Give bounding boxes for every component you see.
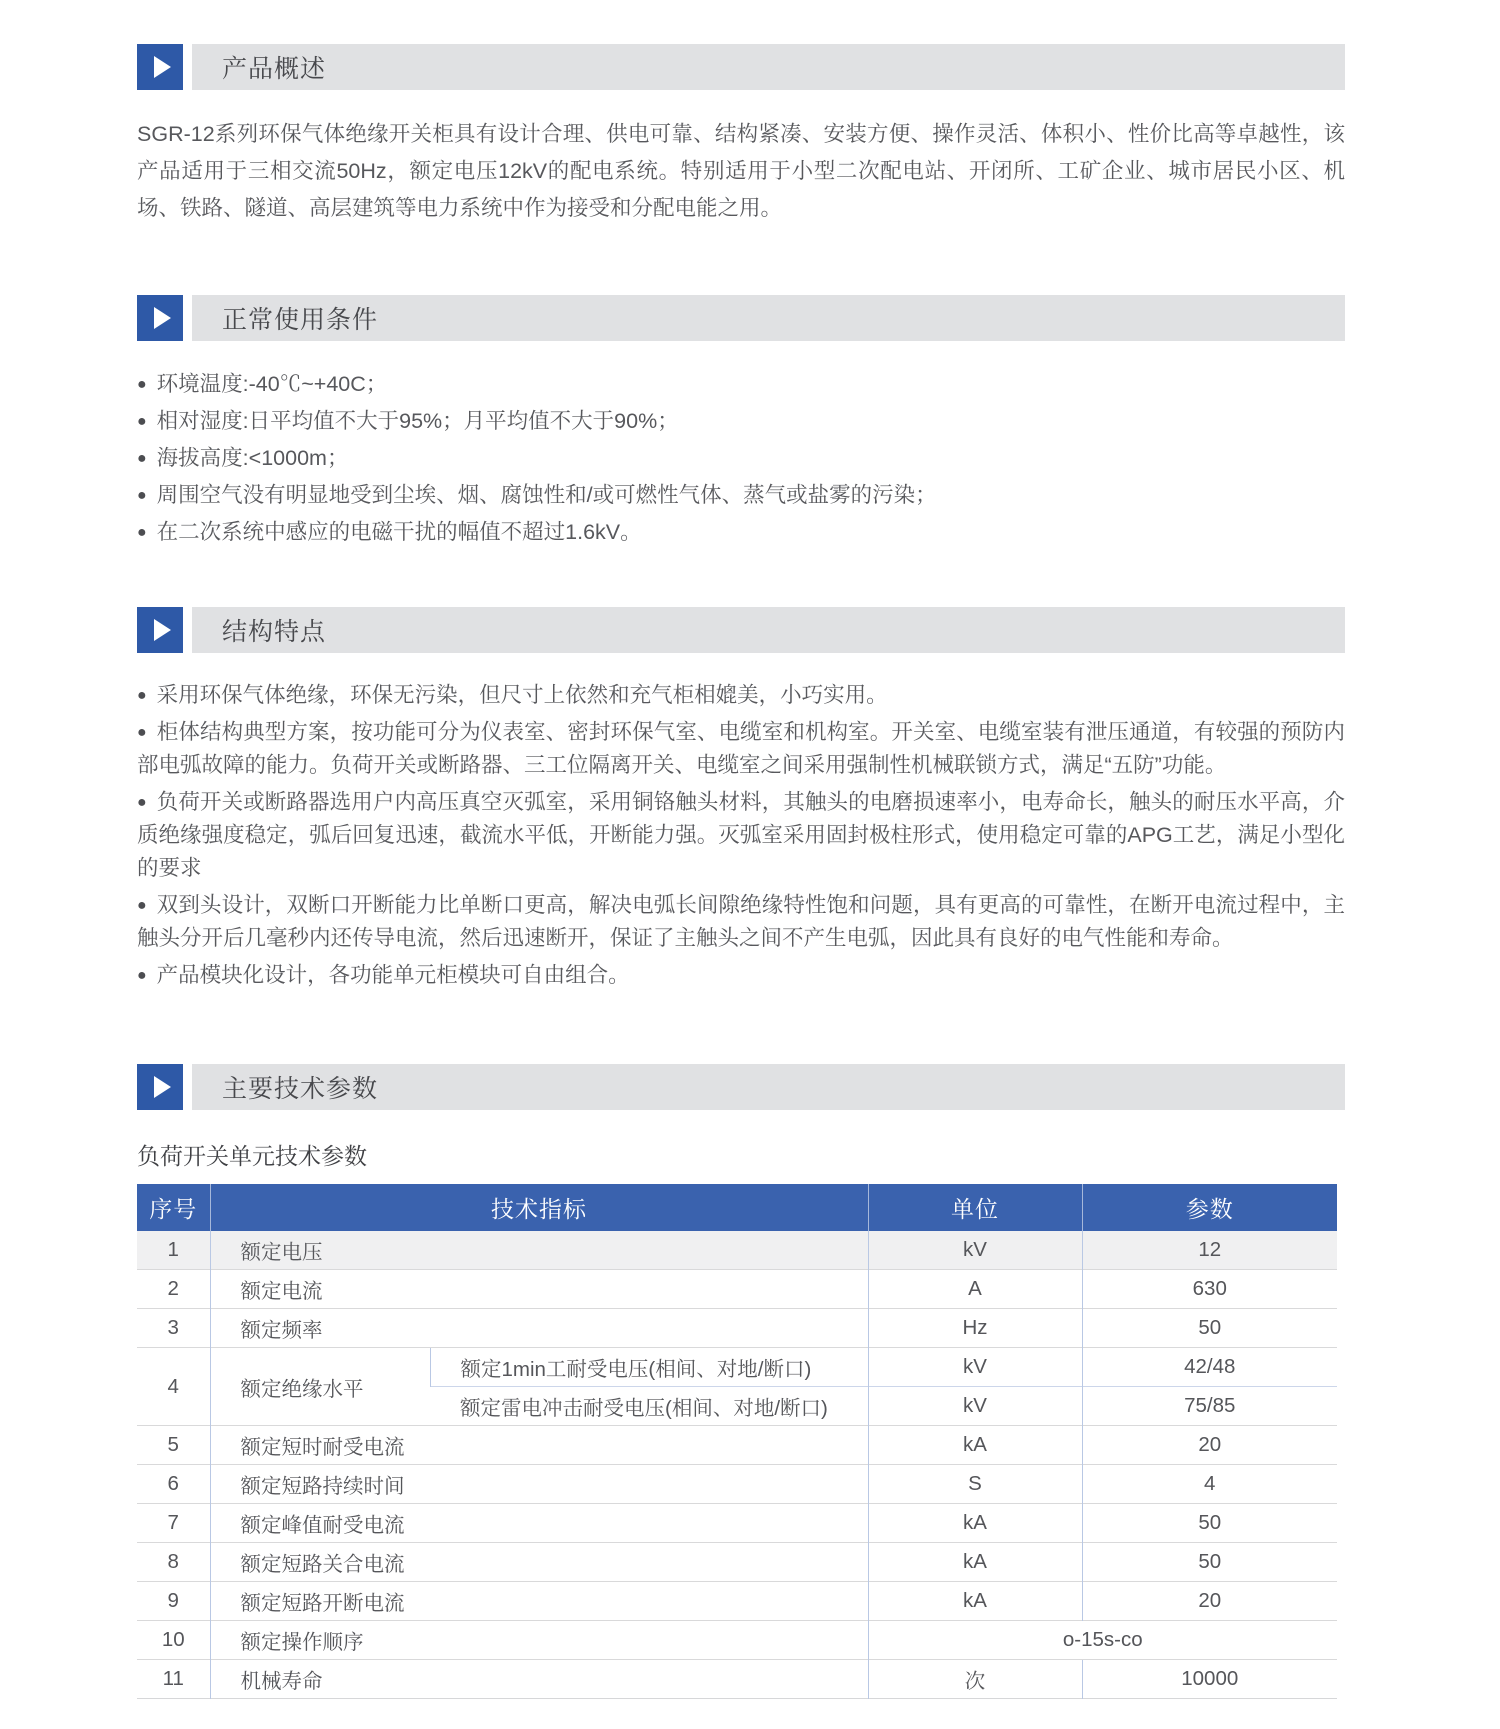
cell-unit: kV: [868, 1387, 1082, 1426]
table-row: [137, 1465, 1337, 1504]
cell-no: 5: [137, 1426, 210, 1465]
cell-indicator: 额定绝缘水平: [210, 1348, 430, 1426]
play-triangle-icon: [154, 1076, 171, 1098]
list-item-text: 柜体结构典型方案，按功能可分为仪表室、密封环保气室、电缆室和机构室。开关室、电缆室装有泄压通道，有较强的预防内部电弧故障的能力。负荷开关或断路器、三工位隔离开关、电缆室之间采用强制性机械联锁方式，满足“五防”功能。: [137, 720, 1345, 777]
section-title-conditions: 正常使用条件: [192, 295, 1345, 341]
section-header-conditions: [137, 295, 1345, 341]
table-row: [137, 1660, 1337, 1699]
list-item-text: 在二次系统中感应的电磁干扰的幅值不超过1.6kV。: [156, 520, 642, 544]
header-cell-unit: 单位: [868, 1184, 1082, 1231]
list-item: [137, 515, 1345, 550]
cell-no: 7: [137, 1504, 210, 1543]
cell-indicator: 额定短路开断电流: [210, 1582, 868, 1621]
section-header-overview: [137, 44, 1345, 90]
bullet-icon: ●: [137, 724, 147, 741]
cell-indicator: 额定峰值耐受电流: [210, 1504, 868, 1543]
cell-unit: kA: [868, 1426, 1082, 1465]
cell-param: 50: [1082, 1504, 1337, 1543]
bullet-icon: ●: [137, 687, 147, 704]
cell-indicator: 机械寿命: [210, 1660, 868, 1699]
list-item: [137, 959, 1345, 992]
list-item: [137, 478, 1345, 513]
list-item-text: 产品模块化设计，各功能单元柜模块可自由组合。: [156, 963, 630, 987]
header-cell-param: 参数: [1082, 1184, 1337, 1231]
cell-indicator: 额定电流: [210, 1270, 868, 1309]
table-header-row: [137, 1184, 1337, 1231]
cell-indicator: 额定频率: [210, 1309, 868, 1348]
cell-sub-indicator: 额定雷电冲击耐受电压(相间、对地/断口): [430, 1387, 868, 1426]
section-title-parameters: 主要技术参数: [192, 1064, 1345, 1110]
play-icon: [137, 1064, 183, 1110]
bullet-icon: ●: [137, 487, 147, 504]
parameters-table: [137, 1184, 1337, 1699]
cell-param-merged: o-15s-co: [868, 1621, 1337, 1660]
header-cell-indicator: 技术指标: [210, 1184, 868, 1231]
table-row: [137, 1504, 1337, 1543]
table-row: [137, 1582, 1337, 1621]
cell-no: 2: [137, 1270, 210, 1309]
cell-no: 3: [137, 1309, 210, 1348]
cell-no: 9: [137, 1582, 210, 1621]
bullet-icon: ●: [137, 413, 147, 430]
cell-indicator: 额定操作顺序: [210, 1621, 868, 1660]
list-item-text: 环境温度:-40℃~+40C；: [156, 372, 388, 396]
cell-param: 12: [1082, 1231, 1337, 1270]
list-item: [137, 679, 1345, 712]
cell-param: 20: [1082, 1582, 1337, 1621]
features-list: [137, 679, 1345, 992]
bullet-icon: ●: [137, 897, 147, 914]
table-row: [137, 1426, 1337, 1465]
overview-paragraph: SGR-12系列环保气体绝缘开关柜具有设计合理、供电可靠、结构紧凑、安装方便、操作灵活、体积小、性价比高等卓越性，该产品适用于三相交流50Hz，额定电压12kV的配电系统。特别适用于小型二次配电站、开闭所、工矿企业、城市居民小区、机场、铁路、隧道、高层建筑等电力系统中作为接受和分配电能之用。: [137, 122, 1345, 220]
section-title-overview: 产品概述: [192, 44, 1345, 90]
cell-unit: kA: [868, 1543, 1082, 1582]
bullet-icon: ●: [137, 524, 147, 541]
cell-unit: Hz: [868, 1309, 1082, 1348]
play-triangle-icon: [154, 619, 171, 641]
bullet-icon: ●: [137, 450, 147, 467]
list-item: [137, 404, 1345, 439]
section-header-parameters: [137, 1064, 1345, 1110]
section-title-features: 结构特点: [192, 607, 1345, 653]
cell-param: 10000: [1082, 1660, 1337, 1699]
list-item-text: 双到头设计，双断口开断能力比单断口更高，解决电弧长间隙绝缘特性饱和问题，具有更高的可靠性，在断开电流过程中，主触头分开后几毫秒内还传导电流，然后迅速断开，保证了主触头之间不产生电弧，因此具有良好的电气性能和寿命。: [137, 893, 1345, 950]
table-row: [137, 1231, 1337, 1270]
play-icon: [137, 44, 183, 90]
header-cell-no: 序号: [137, 1184, 210, 1231]
table-row: [137, 1348, 1337, 1387]
table-row: [137, 1270, 1337, 1309]
cell-param: 4: [1082, 1465, 1337, 1504]
cell-sub-indicator: 额定1min工耐受电压(相间、对地/断口): [430, 1348, 868, 1387]
cell-indicator: 额定短路持续时间: [210, 1465, 868, 1504]
list-item-text: 周围空气没有明显地受到尘埃、烟、腐蚀性和/或可燃性气体、蒸气或盐雾的污染；: [156, 483, 937, 507]
table-subtitle: 负荷开关单元技术参数: [137, 1143, 367, 1169]
cell-param: 42/48: [1082, 1348, 1337, 1387]
section-header-features: [137, 607, 1345, 653]
cell-indicator: 额定短时耐受电流: [210, 1426, 868, 1465]
table-row: [137, 1309, 1337, 1348]
play-icon: [137, 607, 183, 653]
play-triangle-icon: [154, 307, 171, 329]
play-triangle-icon: [154, 56, 171, 78]
table-row: [137, 1543, 1337, 1582]
cell-unit: kA: [868, 1504, 1082, 1543]
cell-unit: S: [868, 1465, 1082, 1504]
list-item-text: 负荷开关或断路器选用户内高压真空灭弧室，采用铜铬触头材料，其触头的电磨损速率小，电寿命长，触头的耐压水平高，介质绝缘强度稳定，弧后回复迅速，截流水平低，开断能力强。灭弧室采用固封极柱形式，使用稳定可靠的APG工艺，满足小型化的要求: [137, 790, 1345, 880]
cell-indicator: 额定电压: [210, 1231, 868, 1270]
bullet-icon: ●: [137, 967, 147, 984]
cell-param: 630: [1082, 1270, 1337, 1309]
list-item: [137, 367, 1345, 402]
cell-param: 50: [1082, 1543, 1337, 1582]
bullet-icon: ●: [137, 376, 147, 393]
list-item: [137, 786, 1345, 885]
cell-param: 75/85: [1082, 1387, 1337, 1426]
conditions-list: [137, 367, 1345, 550]
cell-param: 50: [1082, 1309, 1337, 1348]
cell-no: 6: [137, 1465, 210, 1504]
cell-no: 8: [137, 1543, 210, 1582]
cell-indicator: 额定短路关合电流: [210, 1543, 868, 1582]
list-item: [137, 716, 1345, 782]
list-item-text: 采用环保气体绝缘，环保无污染，但尺寸上依然和充气柜相媲美，小巧实用。: [156, 683, 888, 707]
cell-unit: kV: [868, 1348, 1082, 1387]
cell-no: 11: [137, 1660, 210, 1699]
list-item-text: 相对湿度:日平均值不大于95%；月平均值不大于90%；: [156, 409, 679, 433]
list-item-text: 海拔高度:<1000m；: [156, 446, 349, 470]
cell-unit: A: [868, 1270, 1082, 1309]
cell-unit: kA: [868, 1582, 1082, 1621]
cell-unit: kV: [868, 1231, 1082, 1270]
cell-no: 10: [137, 1621, 210, 1660]
cell-no: 4: [137, 1348, 210, 1426]
list-item: [137, 441, 1345, 476]
cell-no: 1: [137, 1231, 210, 1270]
table-row: [137, 1621, 1337, 1660]
play-icon: [137, 295, 183, 341]
cell-unit: 次: [868, 1660, 1082, 1699]
cell-param: 20: [1082, 1426, 1337, 1465]
list-item: [137, 889, 1345, 955]
bullet-icon: ●: [137, 794, 147, 811]
